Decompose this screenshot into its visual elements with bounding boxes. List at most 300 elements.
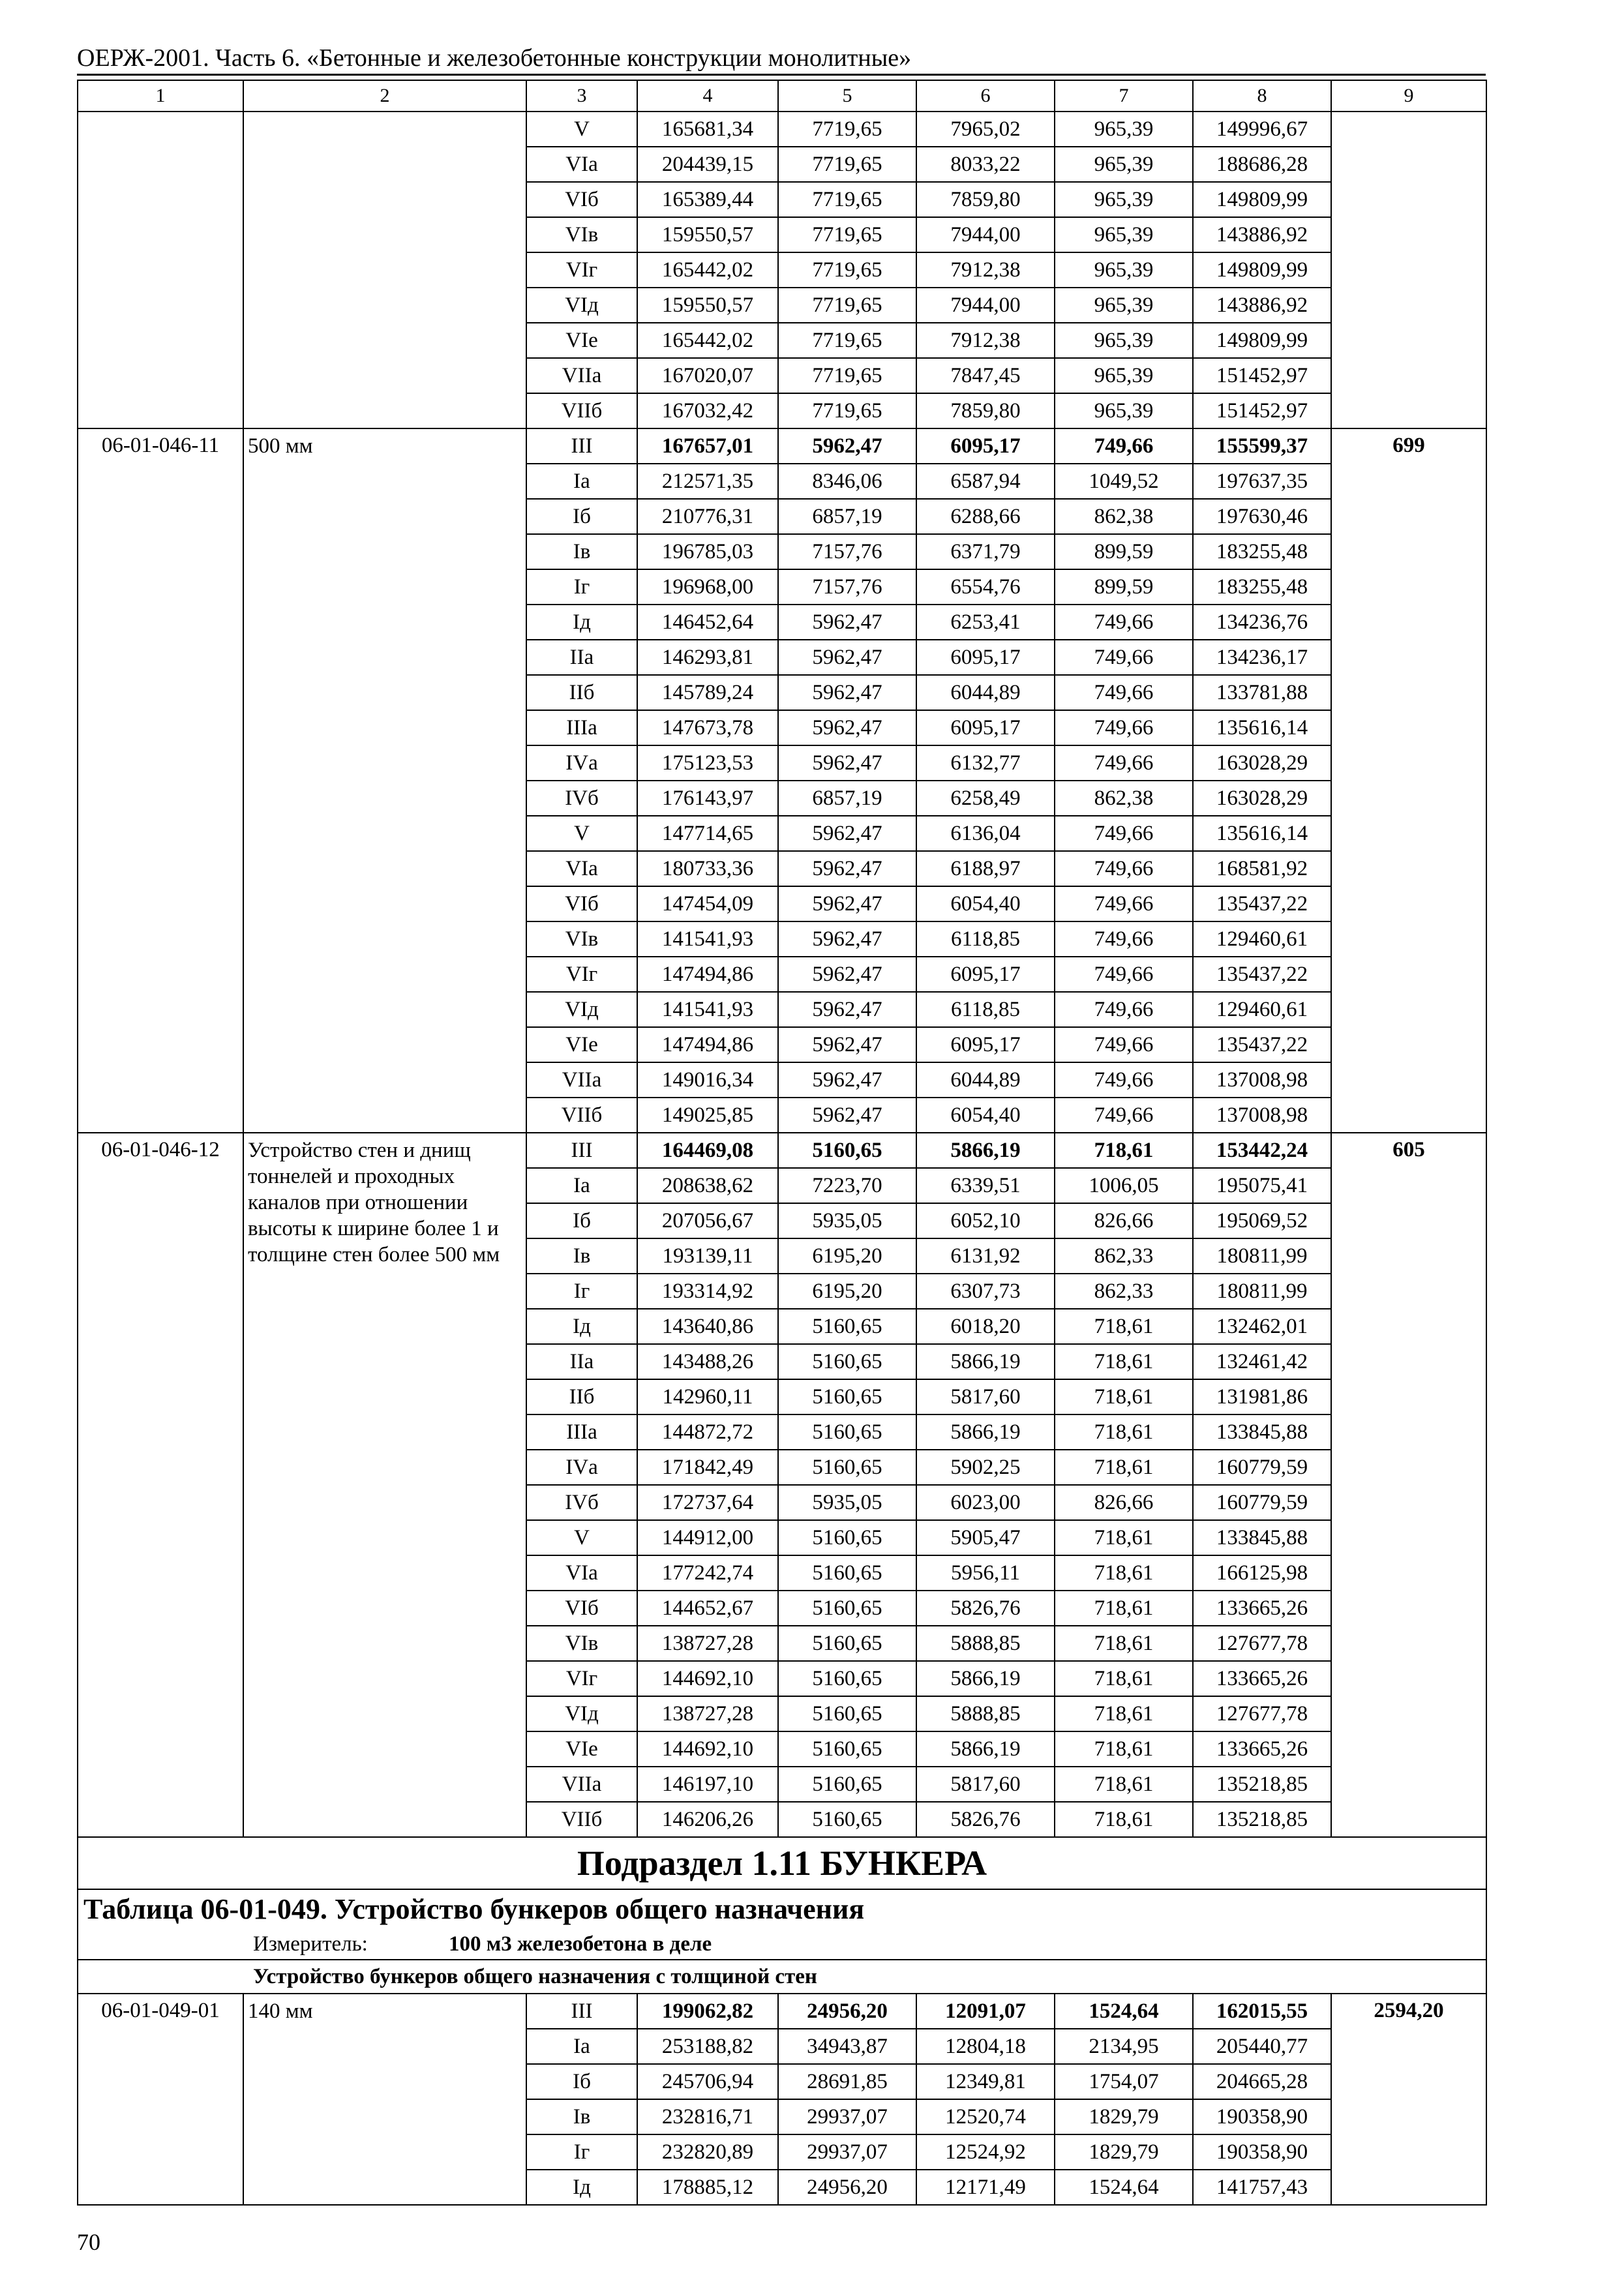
table-title-row bbox=[78, 1889, 1486, 1929]
value-cell: 6132,77 bbox=[916, 745, 1055, 781]
value-cell: 135437,22 bbox=[1193, 886, 1331, 921]
value-cell: 5962,47 bbox=[778, 1062, 916, 1098]
value-cell: 147454,09 bbox=[637, 886, 778, 921]
value-cell: 718,61 bbox=[1055, 1661, 1193, 1696]
value-cell: 965,39 bbox=[1055, 288, 1193, 323]
zone-cell: III bbox=[526, 1994, 637, 2029]
zone-cell: Iа bbox=[526, 2029, 637, 2064]
column-number-cell: 8 bbox=[1193, 80, 1331, 112]
value-cell: 5935,05 bbox=[778, 1203, 916, 1238]
value-cell: 180811,99 bbox=[1193, 1238, 1331, 1274]
value-cell: 7719,65 bbox=[778, 217, 916, 252]
value-cell: 5905,47 bbox=[916, 1520, 1055, 1555]
subsection-row bbox=[78, 1837, 1486, 1889]
column-number-cell: 4 bbox=[637, 80, 778, 112]
value-cell: 749,66 bbox=[1055, 816, 1193, 851]
zone-cell: VIIа bbox=[526, 1062, 637, 1098]
value-cell: 190358,90 bbox=[1193, 2099, 1331, 2134]
value-cell: 965,39 bbox=[1055, 358, 1193, 393]
zone-cell: IVа bbox=[526, 1450, 637, 1485]
value-cell: 5962,47 bbox=[778, 675, 916, 710]
zone-cell: Iг bbox=[526, 1274, 637, 1309]
value-cell: 5160,65 bbox=[778, 1450, 916, 1485]
value-cell: 5962,47 bbox=[778, 640, 916, 675]
value-cell: 1754,07 bbox=[1055, 2064, 1193, 2099]
value-cell: 5956,11 bbox=[916, 1555, 1055, 1591]
zone-cell: Iб bbox=[526, 1203, 637, 1238]
measure-cell bbox=[78, 1929, 1486, 1960]
zone-cell: VIг bbox=[526, 957, 637, 992]
document-header: ОЕРЖ-2001. Часть 6. «Бетонные и железобетонные конструкции монолитные» bbox=[77, 44, 912, 72]
value-cell: 146293,81 bbox=[637, 640, 778, 675]
value-cell: 175123,53 bbox=[637, 745, 778, 781]
value-cell: 144872,72 bbox=[637, 1414, 778, 1450]
value-cell: 749,66 bbox=[1055, 640, 1193, 675]
column-number-cell: 9 bbox=[1331, 80, 1486, 112]
value-cell: 29937,07 bbox=[778, 2099, 916, 2134]
value-cell: 167657,01 bbox=[637, 428, 778, 464]
value-cell: 5962,47 bbox=[778, 816, 916, 851]
value-cell: 143886,92 bbox=[1193, 217, 1331, 252]
value-cell: 178885,12 bbox=[637, 2170, 778, 2205]
value-cell: 151452,97 bbox=[1193, 393, 1331, 428]
value-cell: 718,61 bbox=[1055, 1344, 1193, 1379]
value-cell: 195075,41 bbox=[1193, 1168, 1331, 1203]
rate-description-cell: 500 мм bbox=[243, 428, 526, 1133]
zone-cell: VIд bbox=[526, 1696, 637, 1731]
value-cell: 5160,65 bbox=[778, 1379, 916, 1414]
value-cell: 5160,65 bbox=[778, 1133, 916, 1168]
value-cell: 146197,10 bbox=[637, 1767, 778, 1802]
zone-cell: Iб bbox=[526, 499, 637, 534]
value-cell: 166125,98 bbox=[1193, 1555, 1331, 1591]
value-cell: 5962,47 bbox=[778, 921, 916, 957]
zone-cell: VIе bbox=[526, 1027, 637, 1062]
value-cell: 135218,85 bbox=[1193, 1767, 1331, 1802]
value-cell: 145789,24 bbox=[637, 675, 778, 710]
zone-cell: VIе bbox=[526, 1731, 637, 1767]
value-cell: 6253,41 bbox=[916, 605, 1055, 640]
value-cell: 133665,26 bbox=[1193, 1731, 1331, 1767]
zone-cell: IIIа bbox=[526, 1414, 637, 1450]
value-cell: 165442,02 bbox=[637, 252, 778, 288]
zone-cell: VIIа bbox=[526, 1767, 637, 1802]
value-cell: 207056,67 bbox=[637, 1203, 778, 1238]
zone-cell: Iд bbox=[526, 605, 637, 640]
value-cell: 190358,90 bbox=[1193, 2134, 1331, 2170]
value-cell: 134236,17 bbox=[1193, 640, 1331, 675]
value-cell: 133665,26 bbox=[1193, 1591, 1331, 1626]
zone-cell: IIIа bbox=[526, 710, 637, 745]
value-cell: 6095,17 bbox=[916, 957, 1055, 992]
value-cell: 6195,20 bbox=[778, 1238, 916, 1274]
value-cell: 24956,20 bbox=[778, 2170, 916, 2205]
value-cell: 133665,26 bbox=[1193, 1661, 1331, 1696]
value-cell: 6371,79 bbox=[916, 534, 1055, 569]
value-cell: 6095,17 bbox=[916, 1027, 1055, 1062]
value-cell: 5160,65 bbox=[778, 1661, 916, 1696]
zone-cell: Iг bbox=[526, 569, 637, 605]
value-cell: 155599,37 bbox=[1193, 428, 1331, 464]
value-cell: 176143,97 bbox=[637, 781, 778, 816]
value-cell: 749,66 bbox=[1055, 675, 1193, 710]
value-cell: 5160,65 bbox=[778, 1414, 916, 1450]
zone-cell: VIв bbox=[526, 1626, 637, 1661]
value-cell: 196968,00 bbox=[637, 569, 778, 605]
group-heading: Устройство бункеров общего назначения с толщиной стен bbox=[78, 1960, 1486, 1994]
value-cell: 6018,20 bbox=[916, 1309, 1055, 1344]
table-row bbox=[78, 112, 1486, 147]
value-cell: 965,39 bbox=[1055, 182, 1193, 217]
value-cell: 749,66 bbox=[1055, 745, 1193, 781]
subsection-title: Подраздел 1.11 БУНКЕРА bbox=[78, 1837, 1486, 1889]
value-cell: 7719,65 bbox=[778, 323, 916, 358]
value-cell: 24956,20 bbox=[778, 1994, 916, 2029]
zone-cell: III bbox=[526, 1133, 637, 1168]
value-cell: 34943,87 bbox=[778, 2029, 916, 2064]
value-cell: 5866,19 bbox=[916, 1414, 1055, 1450]
value-cell: 127677,78 bbox=[1193, 1696, 1331, 1731]
value-cell: 862,38 bbox=[1055, 781, 1193, 816]
value-cell: 718,61 bbox=[1055, 1802, 1193, 1837]
value-cell: 5160,65 bbox=[778, 1731, 916, 1767]
column-number-cell: 5 bbox=[778, 80, 916, 112]
value-cell: 143886,92 bbox=[1193, 288, 1331, 323]
value-cell: 8346,06 bbox=[778, 464, 916, 499]
value-cell: 162015,55 bbox=[1193, 1994, 1331, 2029]
value-cell: 5866,19 bbox=[916, 1661, 1055, 1696]
value-cell: 141541,93 bbox=[637, 992, 778, 1027]
value-cell: 7719,65 bbox=[778, 112, 916, 147]
value-cell: 163028,29 bbox=[1193, 781, 1331, 816]
value-cell: 718,61 bbox=[1055, 1626, 1193, 1661]
value-cell: 135616,14 bbox=[1193, 710, 1331, 745]
value-cell: 965,39 bbox=[1055, 252, 1193, 288]
value-cell: 12349,81 bbox=[916, 2064, 1055, 2099]
value-cell: 127677,78 bbox=[1193, 1626, 1331, 1661]
header-rule bbox=[77, 74, 1486, 76]
value-cell: 144692,10 bbox=[637, 1731, 778, 1767]
value-cell: 6095,17 bbox=[916, 710, 1055, 745]
zone-cell: VIд bbox=[526, 288, 637, 323]
zone-cell: Iа bbox=[526, 1168, 637, 1203]
zone-cell: VIг bbox=[526, 252, 637, 288]
value-cell: 965,39 bbox=[1055, 217, 1193, 252]
value-cell: 6044,89 bbox=[916, 675, 1055, 710]
zone-cell: Iа bbox=[526, 464, 637, 499]
zone-cell: VIв bbox=[526, 921, 637, 957]
value-cell: 180733,36 bbox=[637, 851, 778, 886]
value-cell: 193139,11 bbox=[637, 1238, 778, 1274]
value-cell: 718,61 bbox=[1055, 1555, 1193, 1591]
value-cell: 7847,45 bbox=[916, 358, 1055, 393]
table-row bbox=[78, 1133, 1486, 1168]
value-cell: 5962,47 bbox=[778, 851, 916, 886]
value-cell: 183255,48 bbox=[1193, 534, 1331, 569]
value-cell: 5160,65 bbox=[778, 1626, 916, 1661]
value-cell: 6054,40 bbox=[916, 1098, 1055, 1133]
value-cell: 6044,89 bbox=[916, 1062, 1055, 1098]
value-cell: 205440,77 bbox=[1193, 2029, 1331, 2064]
value-cell: 135218,85 bbox=[1193, 1802, 1331, 1837]
value-cell: 177242,74 bbox=[637, 1555, 778, 1591]
zone-cell: Iд bbox=[526, 1309, 637, 1344]
value-cell: 965,39 bbox=[1055, 393, 1193, 428]
zone-cell: IIб bbox=[526, 1379, 637, 1414]
value-cell: 141541,93 bbox=[637, 921, 778, 957]
zone-cell: VIг bbox=[526, 1661, 637, 1696]
zone-cell: V bbox=[526, 112, 637, 147]
value-cell: 6118,85 bbox=[916, 921, 1055, 957]
value-cell: 7965,02 bbox=[916, 112, 1055, 147]
table-row bbox=[78, 428, 1486, 464]
value-cell: 6188,97 bbox=[916, 851, 1055, 886]
value-cell: 147714,65 bbox=[637, 816, 778, 851]
zone-cell: VIа bbox=[526, 851, 637, 886]
value-cell: 7912,38 bbox=[916, 323, 1055, 358]
measure-row bbox=[78, 1929, 1486, 1960]
value-cell: 149809,99 bbox=[1193, 182, 1331, 217]
value-cell: 138727,28 bbox=[637, 1696, 778, 1731]
value-cell: 718,61 bbox=[1055, 1696, 1193, 1731]
value-cell: 6307,73 bbox=[916, 1274, 1055, 1309]
value-cell: 718,61 bbox=[1055, 1767, 1193, 1802]
zone-cell: VIIб bbox=[526, 393, 637, 428]
value-cell: 749,66 bbox=[1055, 1062, 1193, 1098]
value-cell: 253188,82 bbox=[637, 2029, 778, 2064]
value-cell: 6339,51 bbox=[916, 1168, 1055, 1203]
value-cell: 5935,05 bbox=[778, 1485, 916, 1520]
zone-cell: VIб bbox=[526, 182, 637, 217]
column-number-cell: 6 bbox=[916, 80, 1055, 112]
value-cell: 749,66 bbox=[1055, 921, 1193, 957]
value-cell: 7719,65 bbox=[778, 182, 916, 217]
value-cell: 965,39 bbox=[1055, 147, 1193, 182]
value-cell: 5962,47 bbox=[778, 886, 916, 921]
value-cell: 6857,19 bbox=[778, 781, 916, 816]
value-cell: 193314,92 bbox=[637, 1274, 778, 1309]
zone-cell: VIб bbox=[526, 1591, 637, 1626]
value-cell: 160779,59 bbox=[1193, 1485, 1331, 1520]
value-cell: 7719,65 bbox=[778, 288, 916, 323]
rate-description-cell: 140 мм bbox=[243, 1994, 526, 2205]
value-cell: 7719,65 bbox=[778, 393, 916, 428]
value-cell: 149809,99 bbox=[1193, 252, 1331, 288]
value-cell: 5866,19 bbox=[916, 1731, 1055, 1767]
value-cell: 749,66 bbox=[1055, 428, 1193, 464]
zone-cell: VIб bbox=[526, 886, 637, 921]
table-title: Таблица 06-01-049. Устройство бункеров общего назначения bbox=[78, 1889, 1486, 1929]
value-cell: 212571,35 bbox=[637, 464, 778, 499]
value-cell: 7157,76 bbox=[778, 569, 916, 605]
value-cell: 899,59 bbox=[1055, 569, 1193, 605]
value-cell: 196785,03 bbox=[637, 534, 778, 569]
value-cell: 159550,57 bbox=[637, 217, 778, 252]
value-cell: 160779,59 bbox=[1193, 1450, 1331, 1485]
zone-cell: Iв bbox=[526, 1238, 637, 1274]
value-cell: 149996,67 bbox=[1193, 112, 1331, 147]
value-cell: 165389,44 bbox=[637, 182, 778, 217]
value-cell: 6023,00 bbox=[916, 1485, 1055, 1520]
value-cell: 1049,52 bbox=[1055, 464, 1193, 499]
value-cell: 862,38 bbox=[1055, 499, 1193, 534]
value-cell: 749,66 bbox=[1055, 886, 1193, 921]
value-cell: 165442,02 bbox=[637, 323, 778, 358]
value-cell: 188686,28 bbox=[1193, 147, 1331, 182]
zone-cell: VIе bbox=[526, 323, 637, 358]
value-cell: 142960,11 bbox=[637, 1379, 778, 1414]
value-cell: 171842,49 bbox=[637, 1450, 778, 1485]
value-cell: 137008,98 bbox=[1193, 1098, 1331, 1133]
zone-cell: Iг bbox=[526, 2134, 637, 2170]
value-cell: 2134,95 bbox=[1055, 2029, 1193, 2064]
value-cell: 208638,62 bbox=[637, 1168, 778, 1203]
value-cell: 5962,47 bbox=[778, 992, 916, 1027]
value-cell: 149025,85 bbox=[637, 1098, 778, 1133]
value-cell: 245706,94 bbox=[637, 2064, 778, 2099]
value-cell: 5962,47 bbox=[778, 1098, 916, 1133]
value-cell: 5160,65 bbox=[778, 1555, 916, 1591]
value-cell: 210776,31 bbox=[637, 499, 778, 534]
value-cell: 1829,79 bbox=[1055, 2099, 1193, 2134]
table-row bbox=[78, 1994, 1486, 2029]
column-number-row bbox=[78, 80, 1486, 112]
value-cell: 965,39 bbox=[1055, 112, 1193, 147]
zone-cell: IVб bbox=[526, 1485, 637, 1520]
value-cell: 132462,01 bbox=[1193, 1309, 1331, 1344]
value-cell: 159550,57 bbox=[637, 288, 778, 323]
col9-cell: 699 bbox=[1331, 428, 1486, 1133]
value-cell: 146206,26 bbox=[637, 1802, 778, 1837]
value-cell: 6095,17 bbox=[916, 428, 1055, 464]
zone-cell: IIа bbox=[526, 1344, 637, 1379]
zone-cell: IIа bbox=[526, 640, 637, 675]
value-cell: 12524,92 bbox=[916, 2134, 1055, 2170]
value-cell: 7944,00 bbox=[916, 288, 1055, 323]
value-cell: 28691,85 bbox=[778, 2064, 916, 2099]
value-cell: 5160,65 bbox=[778, 1802, 916, 1837]
value-cell: 6054,40 bbox=[916, 886, 1055, 921]
value-cell: 6258,49 bbox=[916, 781, 1055, 816]
col9-cell: 2594,20 bbox=[1331, 1994, 1486, 2205]
measure-value: 100 м3 железобетона в деле bbox=[449, 1932, 712, 1956]
value-cell: 149809,99 bbox=[1193, 323, 1331, 358]
rate-description-cell: Устройство стен и днищ тоннелей и проходных каналов при отношении высоты к ширине более 1 и толщине стен более 500 мм bbox=[243, 1133, 526, 1837]
group-heading-row bbox=[78, 1960, 1486, 1994]
value-cell: 6118,85 bbox=[916, 992, 1055, 1027]
zone-cell: Iв bbox=[526, 2099, 637, 2134]
value-cell: 5160,65 bbox=[778, 1767, 916, 1802]
value-cell: 144912,00 bbox=[637, 1520, 778, 1555]
value-cell: 133845,88 bbox=[1193, 1414, 1331, 1450]
value-cell: 7719,65 bbox=[778, 252, 916, 288]
value-cell: 749,66 bbox=[1055, 1027, 1193, 1062]
value-cell: 147673,78 bbox=[637, 710, 778, 745]
rates-table bbox=[77, 80, 1487, 2206]
value-cell: 718,61 bbox=[1055, 1591, 1193, 1626]
value-cell: 204665,28 bbox=[1193, 2064, 1331, 2099]
value-cell: 5902,25 bbox=[916, 1450, 1055, 1485]
zone-cell: Iб bbox=[526, 2064, 637, 2099]
measure-label: Измеритель: bbox=[253, 1932, 368, 1956]
value-cell: 167020,07 bbox=[637, 358, 778, 393]
value-cell: 1829,79 bbox=[1055, 2134, 1193, 2170]
value-cell: 826,66 bbox=[1055, 1203, 1193, 1238]
value-cell: 5962,47 bbox=[778, 745, 916, 781]
zone-cell: VIв bbox=[526, 217, 637, 252]
column-number-cell: 1 bbox=[78, 80, 243, 112]
value-cell: 135437,22 bbox=[1193, 1027, 1331, 1062]
value-cell: 164469,08 bbox=[637, 1133, 778, 1168]
value-cell: 6131,92 bbox=[916, 1238, 1055, 1274]
value-cell: 12804,18 bbox=[916, 2029, 1055, 2064]
value-cell: 132461,42 bbox=[1193, 1344, 1331, 1379]
value-cell: 7223,70 bbox=[778, 1168, 916, 1203]
value-cell: 5160,65 bbox=[778, 1344, 916, 1379]
value-cell: 749,66 bbox=[1055, 710, 1193, 745]
value-cell: 135616,14 bbox=[1193, 816, 1331, 851]
value-cell: 7719,65 bbox=[778, 358, 916, 393]
value-cell: 862,33 bbox=[1055, 1238, 1193, 1274]
value-cell: 172737,64 bbox=[637, 1485, 778, 1520]
value-cell: 143640,86 bbox=[637, 1309, 778, 1344]
value-cell: 718,61 bbox=[1055, 1414, 1193, 1450]
value-cell: 167032,42 bbox=[637, 393, 778, 428]
value-cell: 1524,64 bbox=[1055, 2170, 1193, 2205]
value-cell: 8033,22 bbox=[916, 147, 1055, 182]
value-cell: 144692,10 bbox=[637, 1661, 778, 1696]
value-cell: 133845,88 bbox=[1193, 1520, 1331, 1555]
value-cell: 718,61 bbox=[1055, 1133, 1193, 1168]
value-cell: 147494,86 bbox=[637, 957, 778, 992]
value-cell: 6136,04 bbox=[916, 816, 1055, 851]
value-cell: 749,66 bbox=[1055, 1098, 1193, 1133]
value-cell: 5962,47 bbox=[778, 428, 916, 464]
value-cell: 149016,34 bbox=[637, 1062, 778, 1098]
value-cell: 151452,97 bbox=[1193, 358, 1331, 393]
value-cell: 147494,86 bbox=[637, 1027, 778, 1062]
value-cell: 129460,61 bbox=[1193, 992, 1331, 1027]
value-cell: 197630,46 bbox=[1193, 499, 1331, 534]
zone-cell: VIд bbox=[526, 992, 637, 1027]
rate-code-cell bbox=[78, 112, 243, 428]
value-cell: 749,66 bbox=[1055, 605, 1193, 640]
value-cell: 143488,26 bbox=[637, 1344, 778, 1379]
rate-code-cell: 06-01-046-11 bbox=[78, 428, 243, 1133]
zone-cell: IVа bbox=[526, 745, 637, 781]
value-cell: 7859,80 bbox=[916, 182, 1055, 217]
value-cell: 718,61 bbox=[1055, 1309, 1193, 1344]
value-cell: 232816,71 bbox=[637, 2099, 778, 2134]
value-cell: 965,39 bbox=[1055, 323, 1193, 358]
value-cell: 165681,34 bbox=[637, 112, 778, 147]
value-cell: 204439,15 bbox=[637, 147, 778, 182]
value-cell: 199062,82 bbox=[637, 1994, 778, 2029]
value-cell: 749,66 bbox=[1055, 957, 1193, 992]
value-cell: 12520,74 bbox=[916, 2099, 1055, 2134]
rate-code-cell: 06-01-046-12 bbox=[78, 1133, 243, 1837]
value-cell: 12171,49 bbox=[916, 2170, 1055, 2205]
value-cell: 7157,76 bbox=[778, 534, 916, 569]
value-cell: 131981,86 bbox=[1193, 1379, 1331, 1414]
value-cell: 29937,07 bbox=[778, 2134, 916, 2170]
value-cell: 12091,07 bbox=[916, 1994, 1055, 2029]
value-cell: 7859,80 bbox=[916, 393, 1055, 428]
value-cell: 5888,85 bbox=[916, 1696, 1055, 1731]
zone-cell: V bbox=[526, 816, 637, 851]
column-number-cell: 3 bbox=[526, 80, 637, 112]
value-cell: 7944,00 bbox=[916, 217, 1055, 252]
